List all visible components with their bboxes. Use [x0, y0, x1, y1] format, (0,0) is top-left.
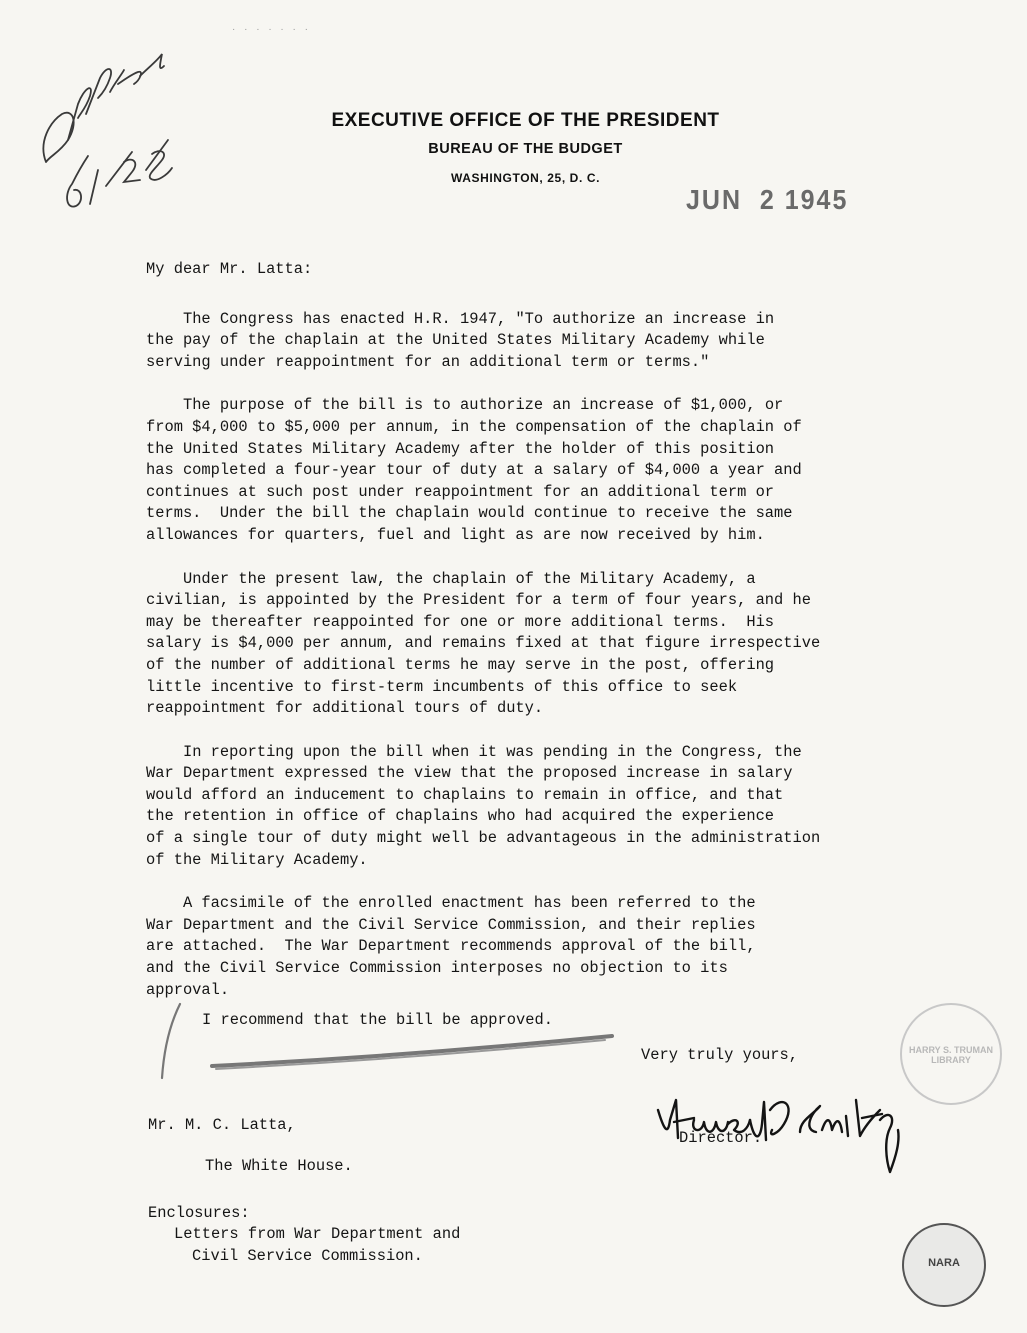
letter-body: [146, 259, 946, 1001]
seal-lower-text: NARA: [928, 1257, 960, 1269]
closing-line: Very truly yours,: [641, 1046, 799, 1064]
addressee-place: The White House.: [205, 1157, 353, 1175]
salutation: My dear Mr. Latta:: [146, 260, 313, 278]
truman-library-seal-lower: [902, 1223, 986, 1307]
enclosures-line-2: Civil Service Commission.: [192, 1247, 423, 1265]
paragraph-3: Under the present law, the chaplain of the Military Academy, a civilian, is appointed by the President for a term of four years, and he may be thereafter reappointed for one or more additional terms. His salary is $4,000 per annum, and remains fixed at that figure irrespective of the number of additional terms he may serve in the post, offering little incentive to first-term incumbents of this office to seek reappointment for additional tours of duty.: [146, 569, 821, 718]
seal-upper-text: HARRY S. TRUMAN LIBRARY: [908, 1045, 993, 1065]
date-stamp: JUN 2 1945: [686, 184, 849, 216]
director-signature: [650, 1080, 910, 1180]
paragraph-2: The purpose of the bill is to authorize an increase of $1,000, or from $4,000 to $5,000 per annum, in the compensation of the chaplain of the United States Military Academy after the holder of this position has completed a four-year tour of duty at a salary of $4,000 a year and continues at such post under reappointment for an additional term or terms. Under the bill the chaplain would continue to receive the same allowances for quarters, fuel and light as are now received by him.: [146, 396, 802, 544]
signature-title: Director.: [679, 1129, 763, 1147]
recommendation-line: I recommend that the bill be approved.: [202, 1011, 553, 1029]
letterhead-address: WASHINGTON, 25, D. C.: [450, 171, 601, 185]
letterhead-bureau: BUREAU OF THE BUDGET: [428, 141, 623, 157]
addressee-name: Mr. M. C. Latta,: [148, 1116, 296, 1134]
enclosures-heading: Enclosures:: [148, 1204, 250, 1222]
paragraph-4: In reporting upon the bill when it was pending in the Congress, the War Department expressed the view that the proposed increase in salary would afford an inducement to chaplains to remain in office, and that the retention in office of chaplains who had acquired the experience of a single tour of duty might well be advantageous in the administration of the Military Academy.: [146, 742, 821, 869]
paragraph-1: The Congress has enacted H.R. 1947, "To authorize an increase in the pay of the chaplain at the United States Military Academy while serving under reappointment for an additional term or terms.": [146, 309, 775, 371]
paragraph-5: A facsimile of the enrolled enactment has been referred to the War Department and the Civil Service Commission, and their replies are attached. The War Department recommends approval of the bill, and the Civil Service Commission interposes no objection to its approval.: [146, 894, 756, 999]
top-speck-marks: · · · · · · ·: [232, 24, 311, 35]
enclosures-line-1: Letters from War Department and: [174, 1225, 461, 1243]
truman-library-seal-upper: [900, 1003, 1002, 1105]
letterhead-office: EXECUTIVE OFFICE OF THE PRESIDENT: [331, 110, 720, 131]
